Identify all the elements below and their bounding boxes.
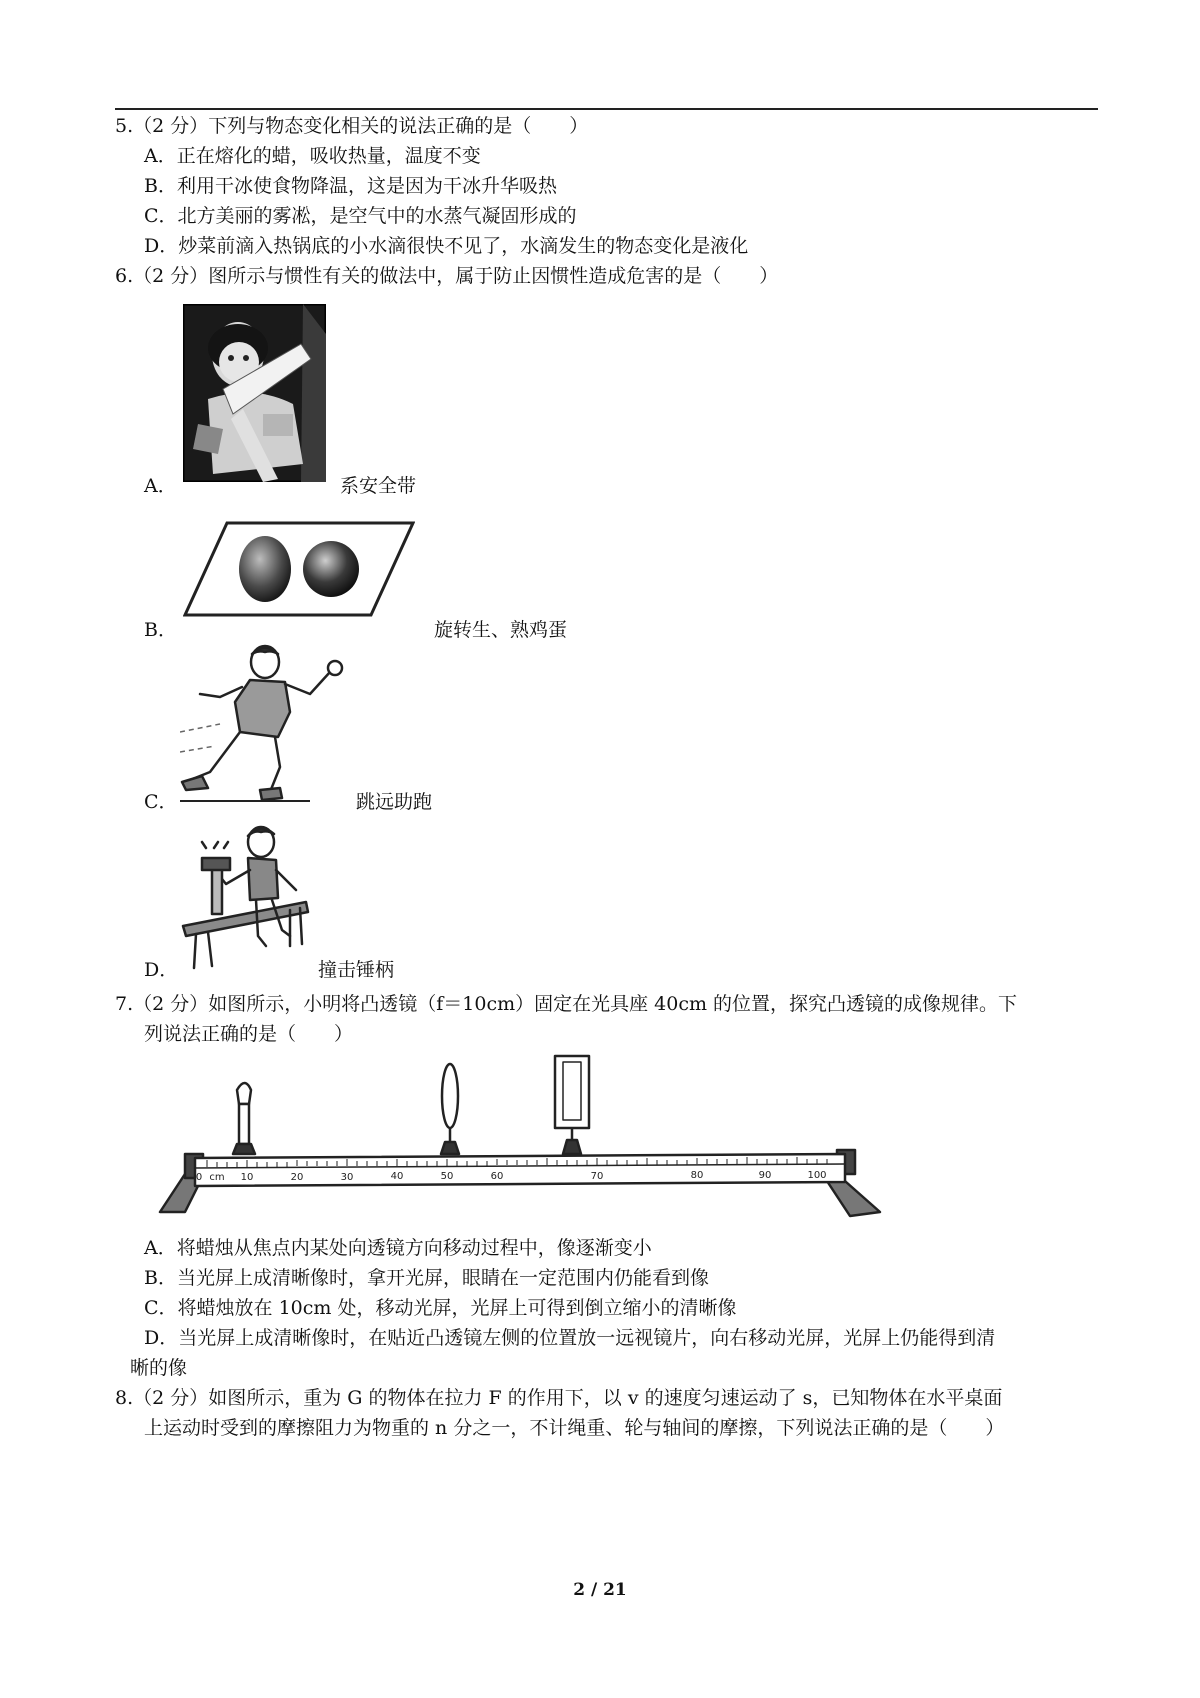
bench-tick-70: 70: [590, 1171, 604, 1182]
seatbelt-photo: [183, 304, 326, 482]
q6-option-a-label: A．: [144, 475, 177, 497]
bench-tick-90: 90: [758, 1170, 772, 1181]
q8-stem-line2: 上运动时受到的摩擦阻力为物重的 n 分之一，不计绳重、轮与轴间的摩擦，下列说法正确的是（ ）: [144, 1417, 1005, 1439]
q8-stem-line1: 8.（2 分）如图所示，重为 G 的物体在拉力 F 的作用下，以 v 的速度匀速运动了 s，已知物体在水平桌面: [115, 1387, 1003, 1409]
q6-stem: 6.（2 分）图所示与惯性有关的做法中，属于防止因惯性造成危害的是（ ）: [115, 265, 779, 287]
q7-option-b: B．当光屏上成清晰像时，拿开光屏，眼睛在一定范围内仍能看到像: [144, 1267, 709, 1289]
q7-option-a: A．将蜡烛从焦点内某处向透镜方向移动过程中，像逐渐变小: [144, 1237, 652, 1259]
q7-stem-line2: 列说法正确的是（ ）: [144, 1023, 354, 1045]
q7-stem-line1: 7.（2 分）如图所示，小明将凸透镜（f＝10cm）固定在光具座 40cm 的位置，探究凸透镜的成像规律。下: [115, 993, 1018, 1015]
q7-option-c: C．将蜡烛放在 10cm 处，移动光屏，光屏上可得到倒立缩小的清晰像: [144, 1297, 737, 1319]
bench-tick-50: 50: [440, 1171, 454, 1182]
bench-tick-20: 20: [290, 1172, 304, 1183]
q5-option-a: A．正在熔化的蜡，吸收热量，温度不变: [144, 145, 481, 167]
running-boy-figure: [180, 642, 355, 802]
page-number: 2 / 21: [573, 1580, 627, 1600]
bench-tick-60: 60: [490, 1171, 504, 1182]
hammer-bench-figure: [178, 818, 310, 970]
bench-tick-80: 80: [690, 1170, 704, 1181]
q6-option-a-caption: 系安全带: [340, 475, 417, 497]
bench-tick-0: 0: [195, 1172, 203, 1183]
q5-option-b: B．利用干冰使食物降温，这是因为干冰升华吸热: [144, 175, 557, 197]
bench-tick-30: 30: [340, 1172, 354, 1183]
optical-bench-figure: [145, 1054, 895, 1224]
bench-tick-40: 40: [390, 1171, 404, 1182]
bench-tick-cm: cm: [209, 1172, 225, 1183]
q6-option-d-label: D．: [144, 959, 179, 981]
eggs-plate-figure: [183, 520, 415, 618]
bench-tick-10: 10: [240, 1172, 254, 1183]
q6-option-c-caption: 跳远助跑: [356, 791, 433, 813]
q6-option-b-caption: 旋转生、熟鸡蛋: [434, 619, 568, 641]
q6-option-d-caption: 撞击锤柄: [318, 959, 395, 981]
q5-stem: 5.（2 分）下列与物态变化相关的说法正确的是（ ）: [115, 115, 589, 137]
q5-option-c: C．北方美丽的雾凇，是空气中的水蒸气凝固形成的: [144, 205, 577, 227]
header-rule: [115, 108, 1098, 110]
q5-option-d: D．炒菜前滴入热锅底的小水滴很快不见了，水滴发生的物态变化是液化: [144, 235, 749, 257]
bench-tick-100: 100: [807, 1170, 827, 1181]
q6-option-c-label: C．: [144, 791, 178, 813]
q7-option-d-cont: 晰的像: [130, 1357, 188, 1379]
q7-option-d: D．当光屏上成清晰像时，在贴近凸透镜左侧的位置放一远视镜片，向右移动光屏，光屏上仍能得到清: [144, 1327, 996, 1349]
q6-option-b-label: B．: [144, 619, 177, 641]
